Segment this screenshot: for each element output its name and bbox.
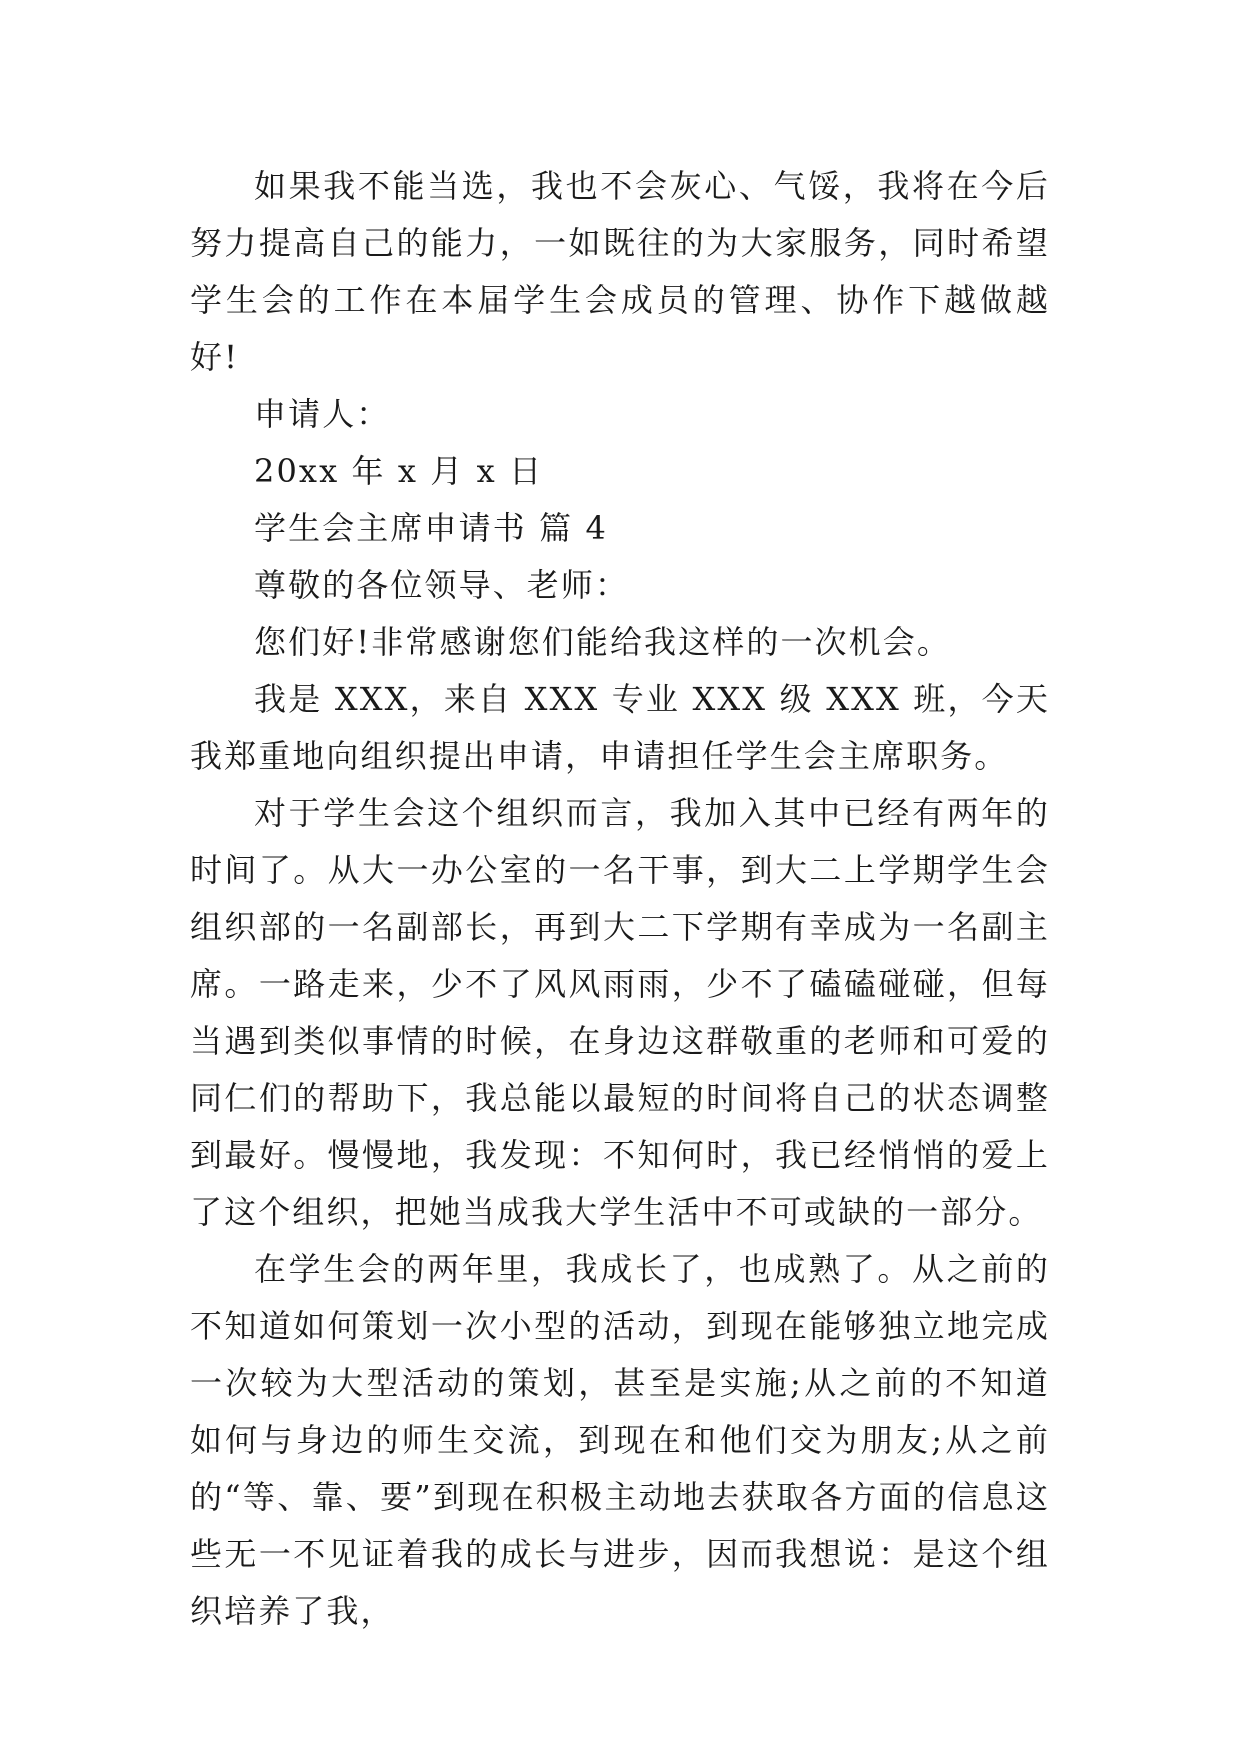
greeting: 您们好!非常感谢您们能给我这样的一次机会。: [254, 623, 951, 661]
date-line: 20xx 年 x 月 x 日: [254, 452, 544, 490]
document-body: [190, 158, 1050, 1640]
salutation: 尊敬的各位领导、老师：: [254, 566, 630, 604]
paragraph-growth: 在学生会的两年里，我成长了，也成熟了。从之前的不知道如何策划一次小型的活动，到现在能够独立地完成一次较为大型活动的策划，甚至是实施;从之前的不知道如何与身边的师生交流，到现在和他们交为朋友;从之前的“等、靠、要”到现在积极主动地去获取各方面的信息这些无一不见证着我的成长与进步，因而我想说：是这个组织培养了我，: [190, 1250, 1050, 1630]
paragraph-introduction: 我是 XXX，来自 XXX 专业 XXX 级 XXX 班，今天我郑重地向组织提出申请，申请担任学生会主席职务。: [190, 680, 1050, 775]
paragraph-closing-wish: 如果我不能当选，我也不会灰心、气馁，我将在今后努力提高自己的能力，一如既往的为大家服务，同时希望学生会的工作在本届学生会成员的管理、协作下越做越好!: [190, 167, 1050, 376]
paragraph-experience: 对于学生会这个组织而言，我加入其中已经有两年的时间了。从大一办公室的一名干事，到大二上学期学生会组织部的一名副部长，再到大二下学期有幸成为一名副主席。一路走来，少不了风风雨雨，少不了磕磕碰碰，但每当遇到类似事情的时候，在身边这群敬重的老师和可爱的同仁们的帮助下，我总能以最短的时间将自己的状态调整到最好。慢慢地，我发现：不知何时，我已经悄悄的爱上了这个组织，把她当成我大学生活中不可或缺的一部分。: [190, 794, 1050, 1231]
applicant-line: 申请人：: [254, 395, 391, 433]
section-title: 学生会主席申请书 篇 4: [254, 509, 608, 547]
